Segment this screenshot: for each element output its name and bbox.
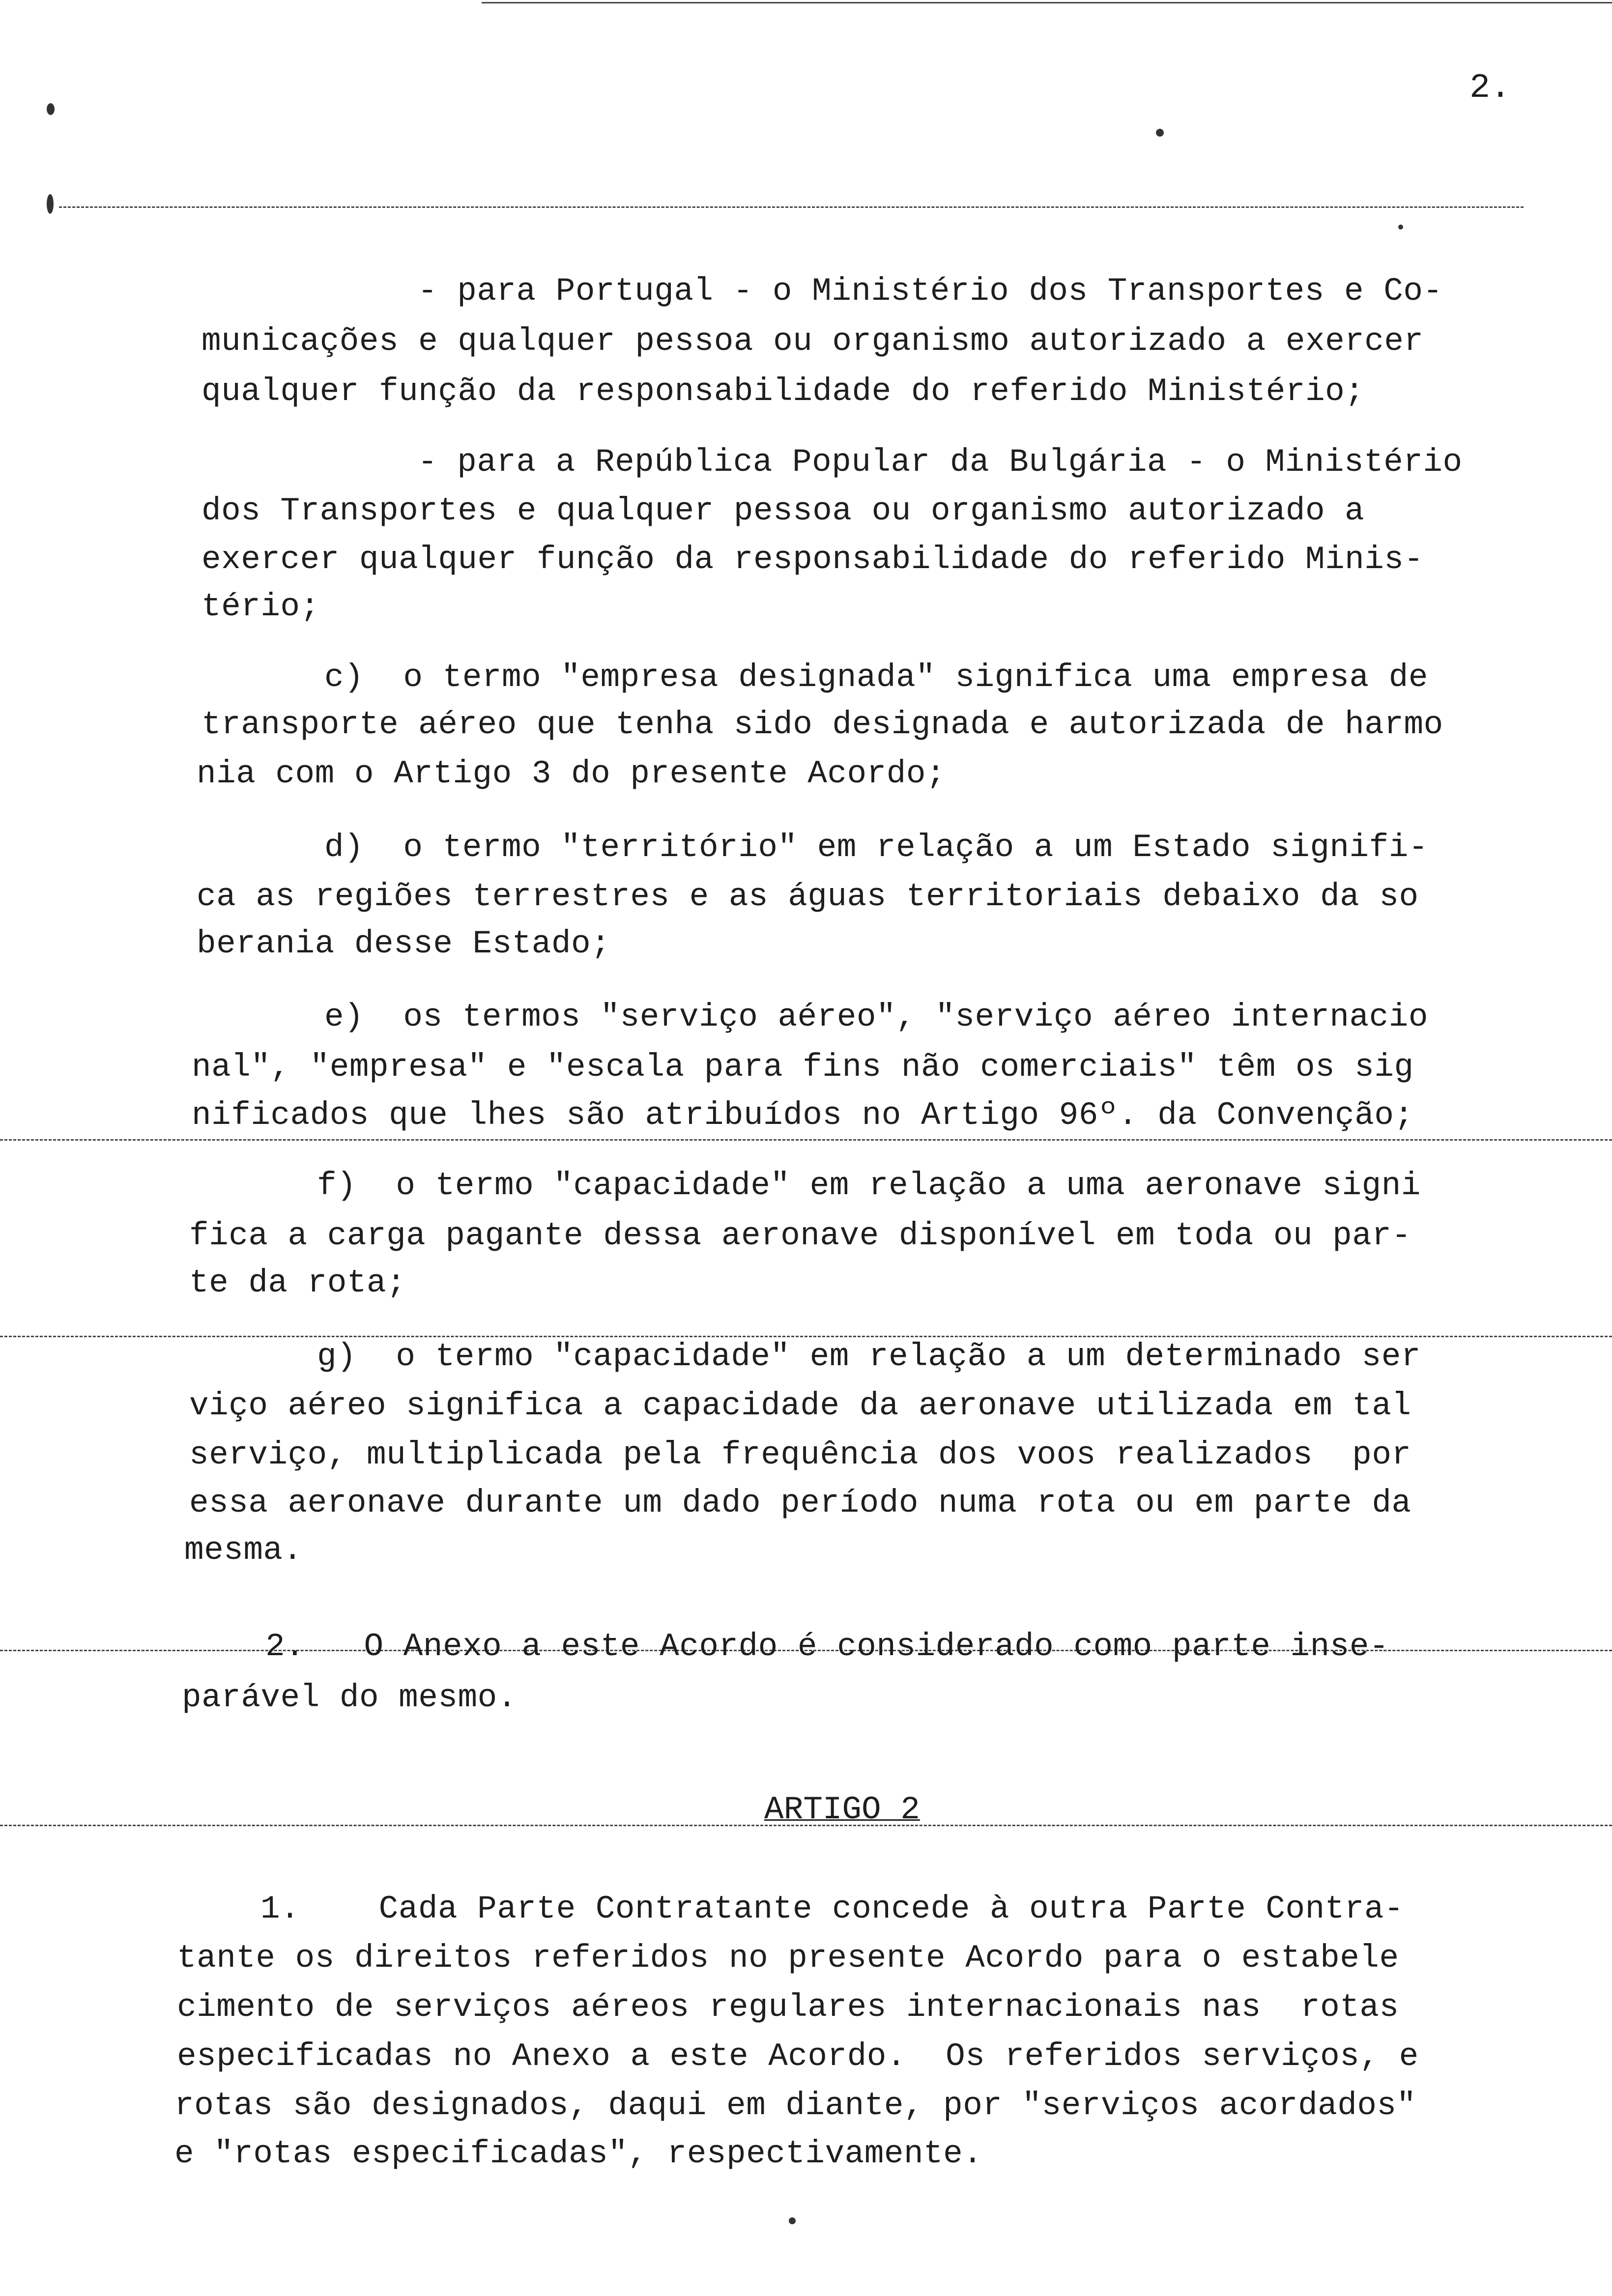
article-paragraph-line: e "rotas especificadas", respectivamente. [174, 2135, 983, 2172]
definition-g-line: essa aeronave durante um dado período numa rota ou em parte da [189, 1485, 1411, 1521]
definition-line: exercer qualquer função da responsabilidade do referido Minis- [202, 541, 1424, 578]
definition-c-line: nia com o Artigo 3 do presente Acordo; [197, 755, 946, 792]
definition-f-line: fica a carga pagante dessa aeronave disponível em toda ou par- [189, 1217, 1411, 1254]
scan-speck [1156, 129, 1164, 137]
definition-e-line: nificados que lhes são atribuídos no Artigo 96º. da Convenção; [192, 1097, 1414, 1134]
header-dashed-rule [59, 206, 1524, 208]
scan-speck [1398, 225, 1403, 230]
article-paragraph-line: rotas são designados, daqui em diante, por "serviços acordados" [174, 2087, 1416, 2124]
definition-line: - para a República Popular da Bulgária - o Ministério [418, 444, 1463, 481]
definition-d-line: d) o termo "território" em relação a um Estado signifi- [324, 829, 1428, 866]
scan-line [0, 1139, 1612, 1141]
definition-g-line: viço aéreo significa a capacidade da aeronave utilizada em tal [189, 1387, 1411, 1424]
definition-d-line: berania desse Estado; [197, 925, 611, 962]
article-paragraph-line: 1. Cada Parte Contratante concede à outra Parte Contra- [260, 1891, 1404, 1927]
definition-c-line: transporte aéreo que tenha sido designada e autorizada de harmo [202, 706, 1443, 743]
definition-line: municações e qualquer pessoa ou organismo autorizado a exercer [202, 323, 1424, 360]
article-paragraph-line: especificadas no Anexo a este Acordo. Os referidos serviços, e [177, 2038, 1419, 2075]
definition-e-line: nal", "empresa" e "escala para fins não comerciais" têm os sig [192, 1049, 1414, 1086]
definition-d-line: ca as regiões terrestres e as águas territoriais debaixo da so [197, 878, 1419, 915]
definition-g-line: g) o termo "capacidade" em relação a um determinado ser [317, 1338, 1421, 1375]
article-heading: ARTIGO 2 [764, 1791, 920, 1828]
definition-line: dos Transportes e qualquer pessoa ou organismo autorizado a [202, 492, 1365, 529]
definition-line: tério; [202, 588, 320, 625]
definition-g-line: mesma. [184, 1532, 303, 1569]
definition-line: - para Portugal - o Ministério dos Transportes e Co- [418, 273, 1443, 310]
definition-f-line: te da rota; [189, 1264, 406, 1301]
page-number: 2. [1469, 69, 1511, 108]
paragraph-2-line: parável do mesmo. [182, 1679, 517, 1716]
article-paragraph-line: tante os direitos referidos no presente Acordo para o estabele [177, 1940, 1399, 1977]
paragraph-2-line: 2. O Anexo a este Acordo é considerado como parte inse- [265, 1628, 1389, 1665]
article-paragraph-line: cimento de serviços aéreos regulares internacionais nas rotas [177, 1989, 1399, 2026]
scan-speck [789, 2217, 796, 2224]
scan-speck [47, 194, 54, 214]
definition-f-line: f) o termo "capacidade" em relação a uma aeronave signi [317, 1167, 1421, 1204]
scan-speck [47, 103, 55, 115]
top-edge-rule [482, 2, 1612, 3]
definition-g-line: serviço, multiplicada pela frequência dos voos realizados por [189, 1436, 1411, 1473]
definition-line: qualquer função da responsabilidade do referido Ministério; [202, 373, 1365, 410]
definition-c-line: c) o termo "empresa designada" significa uma empresa de [324, 659, 1428, 696]
definition-e-line: e) os termos "serviço aéreo", "serviço aéreo internacio [324, 999, 1428, 1035]
